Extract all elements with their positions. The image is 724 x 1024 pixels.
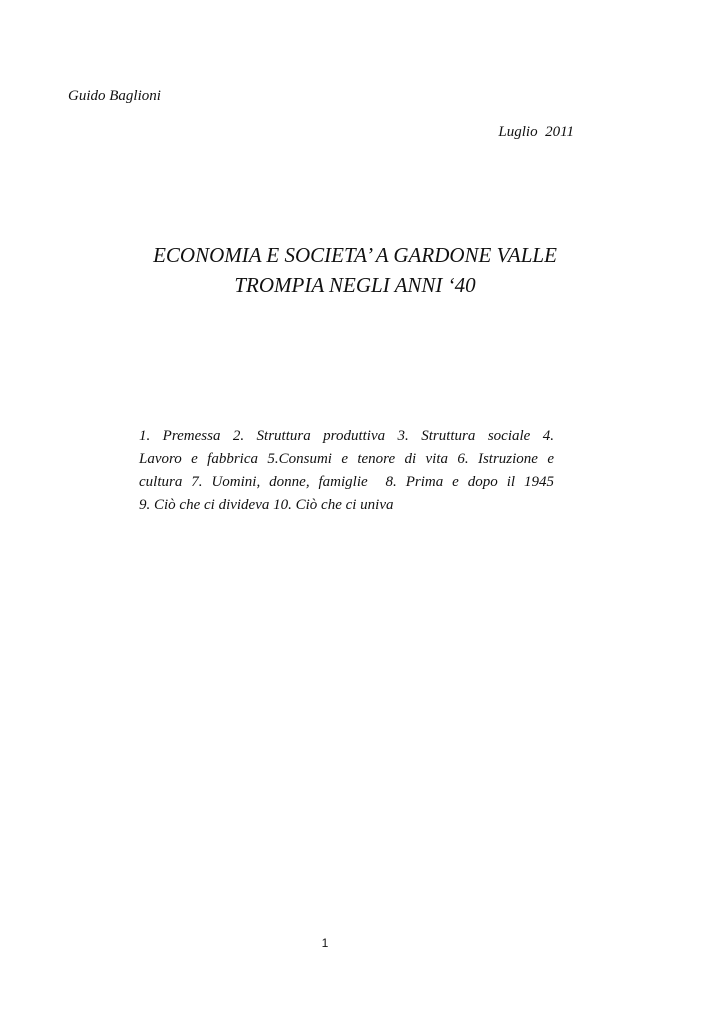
table-of-contents: [139, 425, 554, 517]
toc-line: 1. Premessa 2. Struttura produttiva 3. Struttura sociale 4.: [139, 428, 554, 444]
toc-line: cultura 7. Uomini, donne, famiglie 8. Prima e dopo il 1945: [139, 474, 554, 490]
page-number: 1: [321, 936, 329, 950]
publication-date: Luglio 2011: [498, 124, 574, 140]
toc-line: 9. Ciò che ci divideva 10. Ciò che ci univa: [139, 497, 394, 513]
title-line-2: TROMPIA NEGLI ANNI ‘40: [234, 273, 476, 297]
title-line-1: ECONOMIA E SOCIETA’ A GARDONE VALLE: [153, 243, 557, 267]
document-title: [120, 240, 590, 300]
author-name: Guido Baglioni: [68, 88, 161, 104]
toc-line: Lavoro e fabbrica 5.Consumi e tenore di vita 6. Istruzione e: [139, 451, 554, 467]
